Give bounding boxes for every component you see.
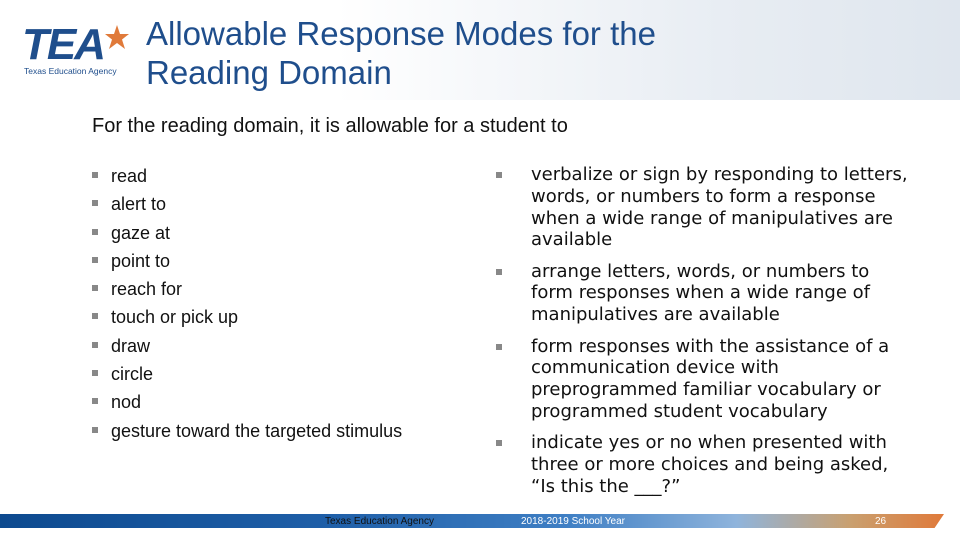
bullet-icon: [92, 370, 98, 376]
header-band: [0, 0, 960, 100]
star-icon: [104, 24, 130, 50]
bullet-icon: [496, 440, 502, 446]
tea-logo: [22, 20, 132, 80]
bullet-icon: [496, 344, 502, 350]
list-item: indicate yes or no when presented with three or more choices and being asked, “Is this the ___?”: [494, 432, 914, 497]
bullet-icon: [496, 172, 502, 178]
list-item: point to: [92, 247, 402, 275]
intro-text: For the reading domain, it is allowable for a student to: [92, 115, 568, 137]
bullet-icon: [92, 172, 98, 178]
list-item: arrange letters, words, or numbers to form responses when a wide range of manipulatives are available: [494, 261, 914, 326]
bullet-icon: [92, 313, 98, 319]
list-item: touch or pick up: [92, 303, 402, 331]
bullet-icon: [92, 229, 98, 235]
bullet-icon: [496, 269, 502, 275]
footer-agency: Texas Education Agency: [325, 516, 434, 527]
list-item: gesture toward the targeted stimulus: [92, 417, 402, 445]
page-title: [146, 14, 906, 92]
list-item: read: [92, 162, 402, 190]
list-item: form responses with the assistance of a communication device with preprogrammed familiar vocabulary or programmed student vocabulary: [494, 336, 914, 423]
logo-text: TEA: [22, 20, 104, 69]
title-line-1: Allowable Response Modes for the: [146, 15, 656, 52]
list-item: nod: [92, 388, 402, 416]
footer-bar: [0, 514, 944, 528]
list-item: draw: [92, 332, 402, 360]
list-item: gaze at: [92, 219, 402, 247]
left-bullet-list: [92, 162, 402, 445]
bullet-icon: [92, 427, 98, 433]
list-item: verbalize or sign by responding to letters, words, or numbers to form a response when a wide range of manipulatives are available: [494, 164, 914, 251]
page-number: 26: [875, 516, 887, 527]
bullet-icon: [92, 398, 98, 404]
bullet-icon: [92, 257, 98, 263]
list-item: circle: [92, 360, 402, 388]
list-item: alert to: [92, 190, 402, 218]
right-bullet-list: [494, 164, 914, 507]
bullet-icon: [92, 285, 98, 291]
footer-school-year: 2018-2019 School Year: [521, 516, 625, 527]
bullet-icon: [92, 200, 98, 206]
title-line-2: Reading Domain: [146, 54, 392, 91]
list-item: reach for: [92, 275, 402, 303]
bullet-icon: [92, 342, 98, 348]
logo-subtitle: Texas Education Agency: [24, 66, 117, 76]
